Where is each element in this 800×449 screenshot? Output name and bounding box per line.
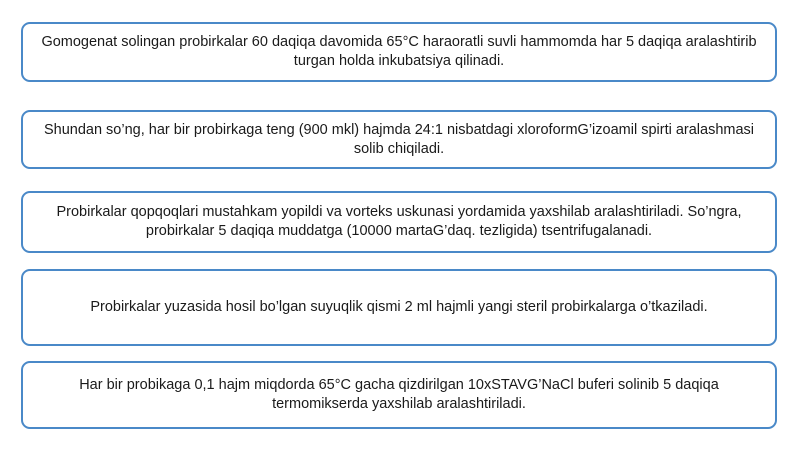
step-box-3 bbox=[21, 191, 777, 253]
step-text-5: Har bir probikaga 0,1 hajm miqdorda 65°C gacha qizdirilgan 10xSTAVG’NaCl buferi solinib 5 daqiqa termomikserda yaxshilab aralashtiriladi. bbox=[79, 377, 719, 412]
step-box-2 bbox=[21, 110, 777, 169]
step-text-2: Shundan so’ng, har bir probirkaga teng (900 mkl) hajmda 24:1 nisbatdagi xloroformG’izoamil spirti aralashmasi solib chiqiladi. bbox=[43, 121, 755, 157]
step-box-5 bbox=[21, 361, 777, 429]
step-text-1: Gomogenat solingan probirkalar 60 daqiqa davomida 65°C haraoratli suvli hammomda har 5 daqiqa aralashtirib turgan holda inkubatsiya qilinadi. bbox=[41, 34, 757, 69]
step-text-3: Probirkalar qopqoqlari mustahkam yopildi va vorteks uskunasi yordamida yaxshilab aralashtiriladi. So’ngra, probirkalar 5 daqiqa muddatga (10000 martaG’daq. tezligida) tsentrifugalanadi. bbox=[56, 204, 742, 239]
step-box-4 bbox=[21, 269, 777, 346]
step-text-4: Probirkalar yuzasida hosil bo’lgan suyuqlik qismi 2 ml hajmli yangi steril probirkalarga o’tkaziladi. bbox=[90, 299, 708, 315]
step-box-1 bbox=[21, 22, 777, 82]
